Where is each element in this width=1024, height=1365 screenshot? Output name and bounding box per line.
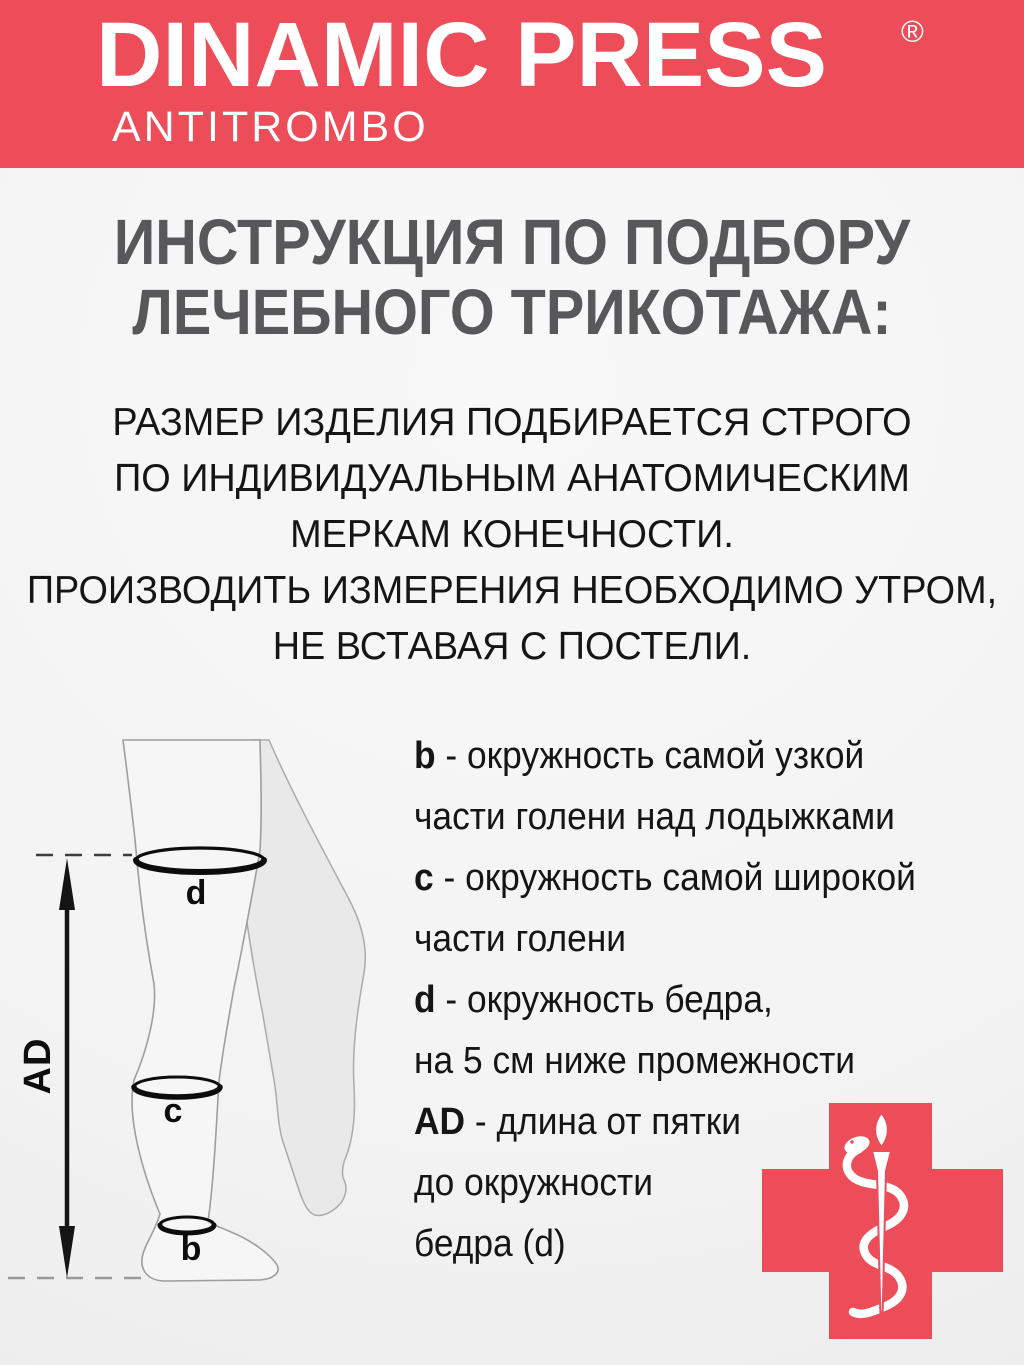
legend-line-d <box>414 970 991 1031</box>
front-leg-shape <box>123 740 278 1281</box>
brand-name: DINAMIC PRESS <box>96 4 827 106</box>
legend-line-b <box>414 726 991 787</box>
legend-text: - окружность самой широкой <box>433 857 916 899</box>
legend-text: бедра (d) <box>414 1223 566 1265</box>
legend-line-c <box>414 848 991 909</box>
length-arrow-ad <box>59 858 75 1278</box>
legend-line <box>414 787 991 848</box>
brand-logo <box>96 4 827 106</box>
diagram-label-b: b <box>180 1230 202 1268</box>
diagram-label-d: d <box>185 874 207 912</box>
staff-finial <box>875 1113 888 1147</box>
medical-cross-icon <box>762 1103 1003 1339</box>
title-line-2: ЛЕЧЕБНОГО ТРИКОТАЖА: <box>132 276 892 348</box>
legend-term: d <box>414 979 436 1021</box>
intro-line: ПО ИНДИВИДУАЛЬНЫМ АНАТОМИЧЕСКИМ <box>114 457 910 500</box>
leg-measurement-diagram <box>0 718 400 1300</box>
diagram-label-c: c <box>163 1092 183 1130</box>
brand-header <box>0 0 1024 168</box>
legend-text: части голени <box>414 918 627 960</box>
legend-term: c <box>414 857 434 899</box>
legend-line <box>414 909 991 970</box>
intro-line: МЕРКАМ КОНЕЧНОСТИ. <box>290 513 734 556</box>
legend-term: b <box>414 735 436 777</box>
intro-line: НЕ ВСТАВАЯ С ПОСТЕЛИ. <box>272 625 752 668</box>
legend-text: на 5 см ниже промежности <box>414 1040 856 1082</box>
title-line-1: ИНСТРУКЦИЯ ПО ПОДБОРУ <box>113 206 911 278</box>
brand-subname: ANTITROMBO <box>112 103 429 151</box>
legend-text: до окружности <box>414 1162 653 1204</box>
legend-text: - окружность бедра, <box>435 979 773 1021</box>
diagram-label-ad: AD <box>17 1037 59 1095</box>
legend-text: - длина от пятки <box>465 1101 741 1143</box>
intro-line: РАЗМЕР ИЗДЕЛИЯ ПОДБИРАЕТСЯ СТРОГО <box>112 401 912 444</box>
legend-line <box>414 1031 991 1092</box>
intro-paragraph <box>0 395 1024 675</box>
registered-trademark-mark: ® <box>901 14 924 49</box>
snake-eye <box>850 1140 853 1143</box>
intro-line: ПРОИЗВОДИТЬ ИЗМЕРЕНИЯ НЕОБХОДИМО УТРОМ, <box>26 569 998 612</box>
legend-term: AD <box>414 1101 466 1143</box>
legend-text: - окружность самой узкой <box>435 735 865 777</box>
page-title <box>0 207 1024 347</box>
legend-text: части голени над лодыжками <box>414 796 895 838</box>
